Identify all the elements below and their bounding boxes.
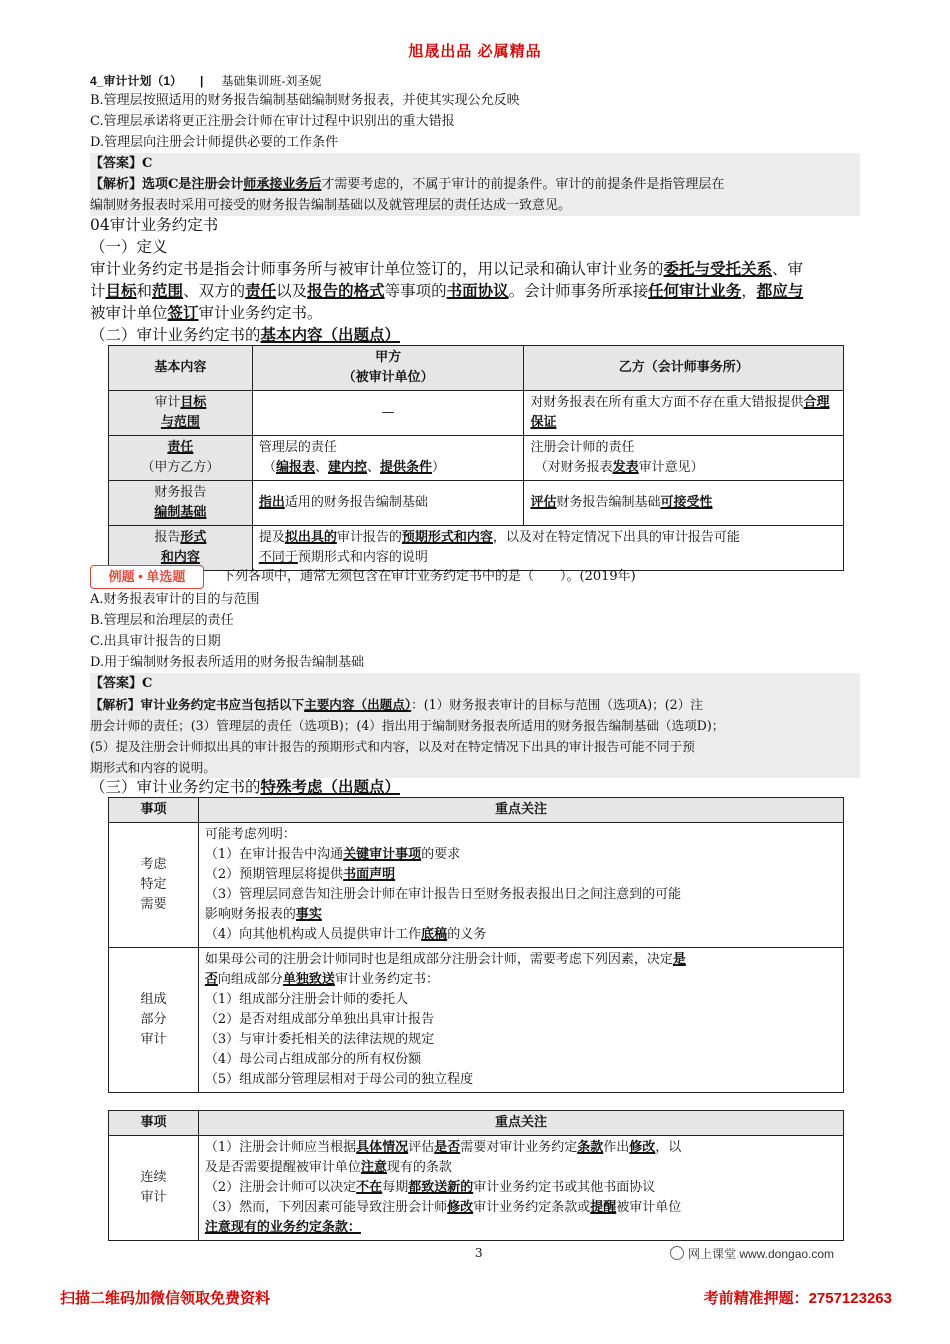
special-considerations-table (108, 797, 844, 1093)
crumb-title: 4_审计计划（1） (90, 74, 183, 88)
analysis: 【解析】选项C是注册会计师承接业务后才需要考虑的，不属于审计的前提条件。审计的前提条件是指管理层在 编制财务报表时采用可接受的财务报告编制基础以及就管理层的责任达成一致意见。 (90, 174, 860, 216)
table-row: 责任 （甲方乙方） 管理层的责任 （编报表、建内控、提供条件） 注册会计师的责任 （对财务报表发表审计意见） (109, 436, 844, 481)
col-header: 事项 (109, 1111, 199, 1136)
site-label: 网上课堂 www.dongao.com (670, 1245, 834, 1262)
section-title: 04审计业务约定书 (90, 216, 219, 234)
table-row: 财务报告 编制基础 指出适用的财务报告编制基础 评估财务报告编制基础可接受性 (109, 481, 844, 526)
option-a: A.财务报表审计的目的与范围 (90, 592, 260, 607)
analysis: 【解析】审计业务约定书应当包括以下主要内容（出题点）：(1）财务报表审计的目标与范围（选项A)；(2）注 册会计师的责任；(3）管理层的责任（选项B)；(4）指出用于编制财务报表所适用的财务报告编制基础（选项D)； (5）提及注册会计师拟出具的审计报告的预期形式和内容，以及对在特定情况下出具的审计报告可能不同于预 期形式和内容的说明。 (90, 694, 860, 778)
page-number: 3 (475, 1246, 483, 1260)
col-header: 重点关注 (198, 1111, 843, 1136)
col-header: 事项 (109, 798, 199, 823)
basic-content-table (108, 345, 844, 571)
option-b: B.管理层按照适用的财务报告编制基础编制财务报表，并使其实现公允反映 (90, 93, 520, 108)
footer-right-promo: 考前精准押题：2757123263 (703, 1290, 892, 1307)
special-title: （三）审计业务约定书的特殊考虑（出题点） (90, 777, 401, 796)
col-header: 甲方 （被审计单位） (252, 346, 524, 391)
option-c: C.管理层承诺将更正注册会计师在审计过程中识别出的重大错报 (90, 114, 455, 129)
breadcrumb (90, 72, 321, 89)
table-row: 组成 部分 审计 如果母公司的注册会计师同时也是组成部分注册会计师，需要考虑下列因素，决定是 否向组成部分单独致送审计业务约定书： （1）组成部分注册会计师的委托人 （2）是否对组成部分单独出具审计报告 （3）与审计委托相关的法律法规的规定 （4）母公司占组成部分的所有权份额 （5）组成部分管理层相对于母公司的独立程度 (109, 948, 844, 1093)
question-stem: 下列各项中，通常无须包含在审计业务约定书中的是（ ）。(2019年) (222, 569, 636, 584)
option-d: D.管理层向注册会计师提供必要的工作条件 (90, 135, 339, 150)
col-header: 乙方（会计师事务所） (524, 346, 844, 391)
basic-content-title: （二）审计业务约定书的基本内容（出题点） (90, 325, 401, 344)
cloud-icon (670, 1246, 684, 1260)
definition-title: （一）定义 (90, 238, 168, 256)
table-row: 考虑 特定 需要 可能考虑列明： （1）在审计报告中沟通关键审计事项的要求 （2）预期管理层将提供书面声明 （3）管理层同意告知注册会计师在审计报告日至财务报表报出日之间注意到的可能 影响财务报表的事实 （4）向其他机构或人员提供审计工作底稿的义务 (109, 823, 844, 948)
top-banner: 旭晟出品 必属精品 (408, 43, 542, 60)
option-b: B.管理层和治理层的责任 (90, 613, 234, 628)
option-c: C.出具审计报告的日期 (90, 634, 221, 649)
definition-paragraph: 审计业务约定书是指会计师事务所与被审计单位签订的，用以记录和确认审计业务的委托与受托关系、审 计目标和范围、双方的责任以及报告的格式等事项的书面协议。会计师事务所承接任何审计业务，都应与 被审计单位签订审计业务约定书。 (90, 259, 804, 322)
table-row: 连续 审计 （1）注册会计师应当根据具体情况评估是否需要对审计业务约定条款作出修改，以 及是否需要提醒被审计单位注意现有的条款 （2）注册会计师可以决定不在每期都致送新的审计业务约定书或其他书面协议 （3）然而，下列因素可能导致注册会计师修改审计业务约定条款或提醒被审计单位 注意现有的业务约定条款： (109, 1136, 844, 1241)
answer: 【答案】C (90, 673, 860, 694)
continuing-audit-table (108, 1110, 844, 1241)
table-row: 审计目标 与范围 — 对财务报表在所有重大方面不存在重大错报提供合理保证 (109, 391, 844, 436)
crumb-separator: | (200, 74, 204, 88)
answer: 【答案】C (90, 153, 860, 174)
col-header: 基本内容 (109, 346, 253, 391)
footer-left-promo: 扫描二维码加微信领取免费资料 (60, 1290, 271, 1307)
example-tag: 例题 • 单选题 (90, 565, 204, 589)
table-row: 报告形式 和内容 提及拟出具的审计报告的预期形式和内容，以及对在特定情况下出具的审计报告可能 不同于预期形式和内容的说明 (109, 526, 844, 571)
col-header: 重点关注 (198, 798, 843, 823)
option-d: D.用于编制财务报表所适用的财务报告编制基础 (90, 655, 365, 670)
crumb-subtitle: 基础集训班-刘圣妮 (221, 74, 322, 88)
